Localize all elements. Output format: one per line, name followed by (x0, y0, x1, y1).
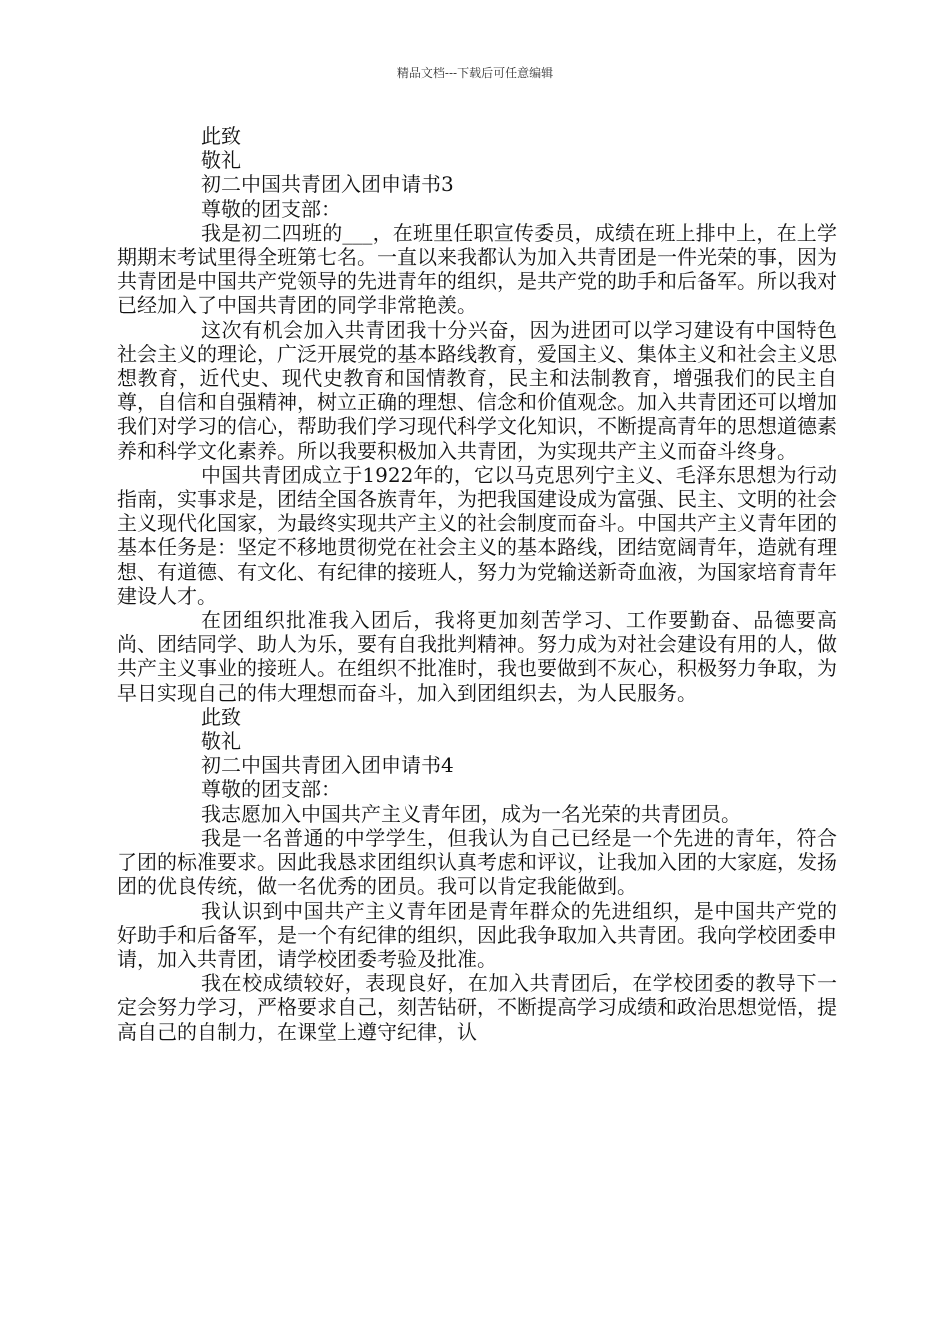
paragraph: 我是一名普通的中学学生，但我认为自己已经是一个先进的青年，符合了团的标准要求。因此我恳求团组织认真考虑和评议，让我加入团的大家庭，发扬团的优良传统，做一名优秀的团员。我可以肯定我能做到。 (117, 825, 837, 899)
greeting: 尊敬的团支部： (201, 777, 341, 802)
paragraph: 在团组织批准我入团后，我将更加刻苦学习、工作要勤奋、品德要高尚、团结同学、助人为乐，要有自我批判精神。努力成为对社会建设有用的人，做共产主义事业的接班人。在组织不批准时，我也要做到不灰心，积极努力争取，为早日实现自己的伟大理想而奋斗，加入到团组织去，为人民服务。 (117, 608, 837, 705)
paragraph: 我认识到中国共产主义青年团是青年群众的先进组织，是中国共产党的好助手和后备军，是一个有纪律的组织，因此我争取加入共青团。我向学校团委申请，加入共青团，请学校团委考验及批准。 (117, 898, 837, 971)
document-body (117, 124, 837, 1044)
paragraph: 我是初二四班的___，在班里任职宣传委员，成绩在班上排中上，在上学期期末考试里得全班第七名。一直以来我都认为加入共青团是一件光荣的事，因为共青团是中国共产党领导的先进青年的组织，是共产党的助手和后备军。所以我对已经加入了中国共青团的同学非常艳羡。 (117, 220, 837, 318)
paragraph: 我在校成绩较好，表现良好，在加入共青团后，在学校团委的教导下一定会努力学习，严格要求自己，刻苦钻研，不断提高学习成绩和政治思想觉悟，提高自己的自制力，在课堂上遵守纪律，认 (117, 971, 837, 1044)
greeting: 尊敬的团支部： (201, 196, 341, 221)
paragraph: 中国共青团成立于1922年的，它以马克思列宁主义、毛泽东思想为行动指南，实事求是，团结全国各族青年，为把我国建设成为富强、民主、文明的社会主义现代化国家，为最终实现共产主义的社会制度而奋斗。中国共产主义青年团的基本任务是：坚定不移地贯彻党在社会主义的基本路线，团结宽阔青年，造就有理想、有道德、有文化、有纪律的接班人，努力为党输送新奇血液，为国家培育青年建设人才。 (117, 462, 837, 608)
section-title: 初二中国共青团入团申请书3 (201, 172, 454, 197)
page-header: 精品文档---下载后可任意编辑 (396, 66, 554, 80)
closing-salute: 敬礼 (201, 148, 241, 173)
section-title: 初二中国共青团入团申请书4 (201, 753, 454, 778)
closing-salute: 此致 (201, 124, 241, 148)
closing-salute: 此致 (201, 704, 241, 729)
paragraph: 这次有机会加入共青团我十分兴奋，因为进团可以学习建设有中国特色社会主义的理论，广泛开展党的基本路线教育，爱国主义、集体主义和社会主义思想教育，近代史、现代史教育和国情教育，民主和法制教育，增强我们的民主自尊，自信和自强精神，树立正确的理想、信念和价值观念。加入共青团还可以增加我们对学习的信心，帮助我们学习现代科学文化知识，不断提高青年的思想道德素养和科学文化素养。所以我要积极加入共青团，为实现共产主义而奋斗终身。 (117, 317, 837, 463)
paragraph: 我志愿加入中国共产主义青年团，成为一名光荣的共青团员。 (201, 801, 741, 826)
closing-salute: 敬礼 (201, 729, 241, 754)
